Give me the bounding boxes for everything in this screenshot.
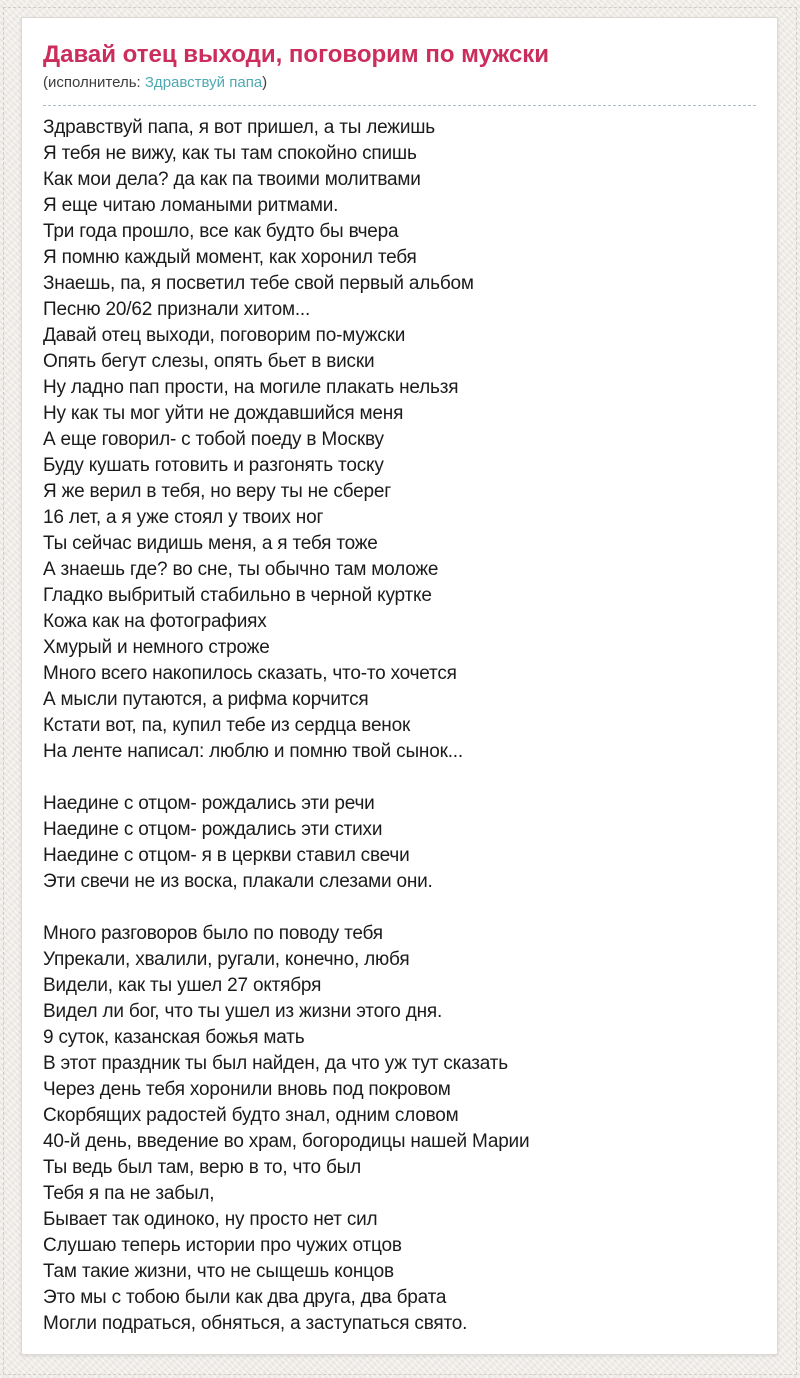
- lyric-line: Много всего накопилось сказать, что-то хочется: [43, 663, 457, 684]
- lyric-line: Наедине с отцом- рождались эти речи: [43, 793, 375, 814]
- lyric-line: Я помню каждый момент, как хоронил тебя: [43, 247, 417, 268]
- lyric-line: Опять бегут слезы, опять бьет в виски: [43, 351, 375, 372]
- lyric-line: Эти свечи не из воска, плакали слезами они.: [43, 871, 433, 892]
- lyric-line: Я еще читаю ломаными ритмами.: [43, 195, 339, 216]
- lyric-line: [43, 895, 756, 921]
- lyric-line: А мысли путаются, а рифма корчится: [43, 689, 369, 710]
- lyric-line: [43, 765, 756, 791]
- lyric-line: Давай отец выходи, поговорим по-мужски: [43, 325, 406, 346]
- lyric-line: 40-й день, введение во храм, богородицы нашей Марии: [43, 1131, 530, 1152]
- lyric-line: 16 лет, а я уже стоял у твоих ног: [43, 507, 324, 528]
- artist-link[interactable]: Здравствуй папа: [144, 74, 263, 91]
- song-header: [43, 40, 756, 106]
- lyric-line: Я же верил в тебя, но веру ты не сберег: [43, 481, 391, 502]
- lyric-line: На ленте написал: люблю и помню твой сынок...: [43, 741, 463, 762]
- lyric-line: Ты ведь был там, верю в то, что был: [43, 1157, 361, 1178]
- performer-label-suffix: ): [262, 74, 268, 91]
- performer-label: (исполнитель:: [43, 74, 145, 91]
- lyric-line: А еще говорил- с тобой поеду в Москву: [43, 429, 384, 450]
- lyric-line: Много разговоров было по поводу тебя: [43, 923, 383, 944]
- performer-line: [43, 74, 756, 92]
- lyric-line: Знаешь, па, я посветил тебе свой первый альбом: [43, 273, 474, 294]
- lyric-line: 9 суток, казанская божья мать: [43, 1027, 305, 1048]
- lyric-line: А знаешь где? во сне, ты обычно там моложе: [43, 559, 439, 580]
- lyric-line: Это мы с тобою были как два друга, два брата: [43, 1287, 447, 1308]
- lyric-line: Видел ли бог, что ты ушел из жизни этого дня.: [43, 1001, 443, 1022]
- lyric-line: Тебя я па не забыл,: [43, 1183, 215, 1204]
- lyric-line: Как мои дела? да как па твоими молитвами: [43, 169, 421, 190]
- lyric-line: Гладко выбритый стабильно в черной куртке: [43, 585, 432, 606]
- lyric-line: Кстати вот, па, купил тебе из сердца венок: [43, 715, 411, 736]
- lyrics: [43, 115, 756, 1337]
- lyric-line: Упрекали, хвалили, ругали, конечно, любя: [43, 949, 410, 970]
- lyric-line: Три года прошло, все как будто бы вчера: [43, 221, 399, 242]
- lyric-line: Скорбящих радостей будто знал, одним словом: [43, 1105, 459, 1126]
- lyric-line: Видели, как ты ушел 27 октября: [43, 975, 322, 996]
- lyric-line: Ты сейчас видишь меня, а я тебя тоже: [43, 533, 378, 554]
- lyric-line: Хмурый и немного строже: [43, 637, 270, 658]
- lyric-line: Бывает так одиноко, ну просто нет сил: [43, 1209, 378, 1230]
- lyric-line: Кожа как на фотографиях: [43, 611, 267, 632]
- lyric-line: Наедине с отцом- я в церкви ставил свечи: [43, 845, 410, 866]
- lyric-line: Через день тебя хоронили вновь под покровом: [43, 1079, 451, 1100]
- lyric-line: Наедине с отцом- рождались эти стихи: [43, 819, 383, 840]
- lyric-line: Здравствуй папа, я вот пришел, а ты лежишь: [43, 117, 435, 138]
- lyric-line: Ну ладно пап прости, на могиле плакать нельзя: [43, 377, 459, 398]
- lyric-line: Там такие жизни, что не сыщешь концов: [43, 1261, 394, 1282]
- lyric-line: Ну как ты мог уйти не дождавшийся меня: [43, 403, 404, 424]
- lyrics-card: [21, 17, 778, 1355]
- lyric-line: В этот праздник ты был найден, да что уж тут сказать: [43, 1053, 508, 1074]
- lyric-line: Буду кушать готовить и разгонять тоску: [43, 455, 384, 476]
- song-title: Давай отец выходи, поговорим по мужски: [43, 41, 550, 68]
- lyric-line: Песню 20/62 признали хитом...: [43, 299, 311, 320]
- lyric-line: Я тебя не вижу, как ты там спокойно спишь: [43, 143, 417, 164]
- lyric-line: Могли подраться, обняться, а заступаться свято.: [43, 1313, 468, 1334]
- lyric-line: Слушаю теперь истории про чужих отцов: [43, 1235, 402, 1256]
